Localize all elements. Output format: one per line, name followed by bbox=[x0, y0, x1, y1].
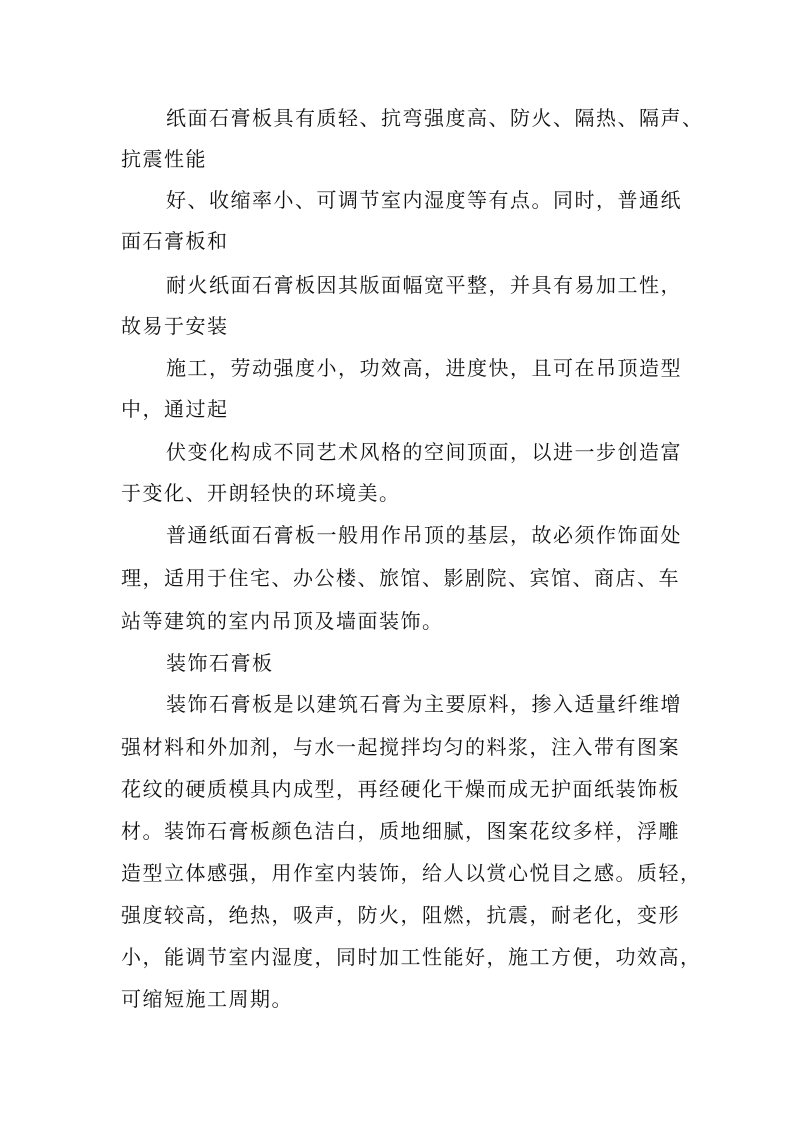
paragraph-line: 施工，劳动强度小，功效高，进度快，且可在吊顶造型 bbox=[166, 356, 682, 380]
paragraph-line: 造型立体感强，用作室内装饰，给人以赏心悦目之感。质轻， bbox=[121, 861, 702, 885]
paragraph-line: 强度较高，绝热，吸声，防火，阻燃，抗震，耐老化，变形 bbox=[121, 903, 680, 927]
paragraph-line: 中，通过起 bbox=[121, 397, 229, 421]
paragraph-line: 可缩短施工周期。 bbox=[121, 987, 293, 1011]
paragraph-line: 面石膏板和 bbox=[121, 229, 229, 253]
paragraph-line: 强材料和外加剂，与水一起搅拌均匀的料浆，注入带有图案 bbox=[121, 735, 680, 759]
paragraph-line: 理，适用于住宅、办公楼、旅馆、影剧院、宾馆、商店、车 bbox=[121, 566, 680, 590]
paragraph-line: 抗震性能 bbox=[121, 147, 207, 171]
paragraph-line: 纸面石膏板具有质轻、抗弯强度高、防火、隔热、隔声、 bbox=[166, 106, 704, 130]
paragraph-line: 装饰石膏板是以建筑石膏为主要原料，掺入适量纤维增 bbox=[166, 692, 682, 716]
paragraph-line: 花纹的硬质模具内成型，再经硬化干燥而成无护面纸装饰板 bbox=[121, 777, 680, 801]
paragraph-line: 伏变化构成不同艺术风格的空间顶面，以进一步创造富 bbox=[166, 440, 682, 464]
paragraph-line: 普通纸面石膏板一般用作吊顶的基层，故必须作饰面处 bbox=[166, 523, 682, 547]
paragraph-line: 好、收缩率小、可调节室内湿度等有点。同时，普通纸 bbox=[166, 188, 682, 212]
paragraph-line: 于变化、开朗轻快的环境美。 bbox=[121, 481, 401, 505]
paragraph-line: 材。装饰石膏板颜色洁白，质地细腻，图案花纹多样，浮雕 bbox=[121, 819, 680, 843]
paragraph-line: 耐火纸面石膏板因其版面幅宽平整，并具有易加工性， bbox=[166, 273, 682, 297]
paragraph-line: 小，能调节室内湿度，同时加工性能好，施工方便，功效高， bbox=[121, 945, 702, 969]
paragraph-line: 故易于安装 bbox=[121, 314, 229, 338]
section-heading: 装饰石膏板 bbox=[166, 651, 274, 675]
paragraph-line: 站等建筑的室内吊顶及墙面装饰。 bbox=[121, 609, 444, 633]
